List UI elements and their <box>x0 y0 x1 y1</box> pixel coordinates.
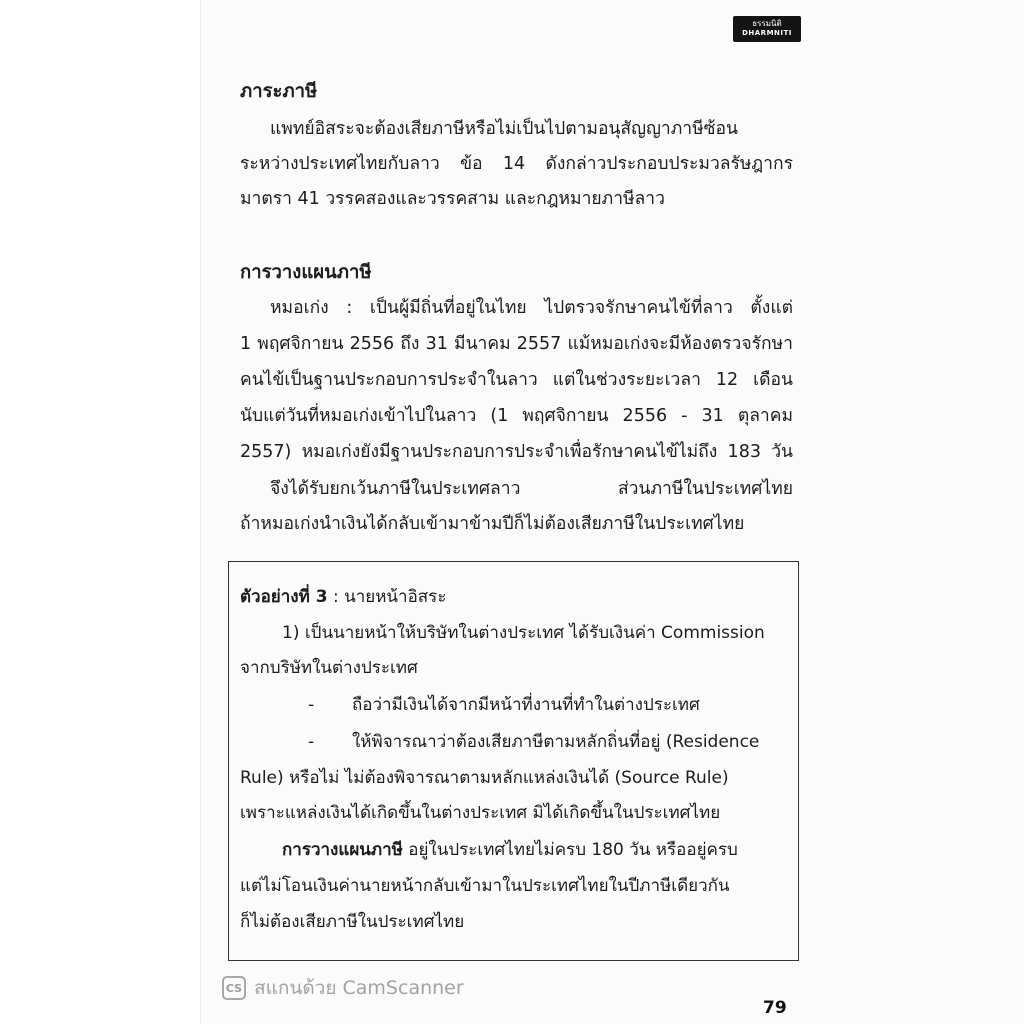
page-number: 79 <box>763 998 787 1018</box>
example-bullet-line: Rule) หรือไม่ ไม่ต้องพิจารณาตามหลักแหล่งเงินได้ (Source Rule) <box>240 768 729 788</box>
example-bullet: - ถือว่ามีเงินได้จากมีหน้าที่งานที่ทำในต่างประเทศ <box>308 695 700 715</box>
paragraph-line: จึงได้รับยกเว้นภาษีในประเทศลาว ส่วนภาษีในประเทศไทย <box>270 479 793 499</box>
paragraph-line: ระหว่างประเทศไทยกับลาว ข้อ 14 ดังกล่าวประกอบประมวลรัษฎากร <box>240 154 793 174</box>
paragraph-line: หมอเก่ง : เป็นผู้มีถิ่นที่อยู่ในไทย ไปตรวจรักษาคนไข้ที่ลาว ตั้งแต่ <box>270 298 793 318</box>
example-plan-line: การวางแผนภาษี อยู่ในประเทศไทยไม่ครบ 180 วัน หรืออยู่ครบ <box>282 840 738 860</box>
paragraph-line: 2557) หมอเก่งยังมีฐานประกอบการประจำเพื่อรักษาคนไข้ไม่ถึง 183 วัน <box>240 442 793 462</box>
dash-bullet-icon: - <box>308 695 315 715</box>
paragraph-line: มาตรา 41 วรรคสองและวรรคสาม และกฎหมายภาษีลาว <box>240 189 665 209</box>
example-bullet: - ให้พิจารณาว่าต้องเสียภาษีตามหลักถิ่นที่อยู่ (Residence <box>308 732 760 752</box>
example-title: ตัวอย่างที่ 3 : นายหน้าอิสระ <box>240 587 447 607</box>
camscanner-logo-icon: CS <box>222 976 246 1000</box>
example-plan-line: ก็ไม่ต้องเสียภาษีในประเทศไทย <box>240 912 465 932</box>
example-bullet-line: เพราะแหล่งเงินได้เกิดขึ้นในต่างประเทศ มิได้เกิดขึ้นในประเทศไทย <box>240 803 721 823</box>
paragraph-line: ถ้าหมอเก่งนำเงินได้กลับเข้ามาข้ามปีก็ไม่ต้องเสียภาษีในประเทศไทย <box>240 514 745 534</box>
section-heading-tax-planning: การวางแผนภาษี <box>240 262 372 283</box>
example-item-line: จากบริษัทในต่างประเทศ <box>240 658 418 678</box>
paragraph-line: นับแต่วันที่หมอเก่งเข้าไปในลาว (1 พฤศจิกายน 2556 - 31 ตุลาคม <box>240 406 793 426</box>
example-item-line: 1) เป็นนายหน้าให้บริษัทในต่างประเทศ ได้รับเงินค่า Commission <box>282 623 765 643</box>
camscanner-watermark: CS สแกนด้วย CamScanner <box>222 974 464 1002</box>
section-heading-tax-burden: ภาระภาษี <box>240 81 318 102</box>
paragraph-line: คนไข้เป็นฐานประกอบการประจำในลาว แต่ในช่วงระยะเวลา 12 เดือน <box>240 370 793 390</box>
dash-bullet-icon: - <box>308 732 315 752</box>
example-plan-line: แต่ไม่โอนเงินค่านายหน้ากลับเข้ามาในประเทศไทยในปีภาษีเดียวกัน <box>240 876 730 896</box>
paragraph-line: 1 พฤศจิกายน 2556 ถึง 31 มีนาคม 2557 แม้หมอเก่งจะมีห้องตรวจรักษา <box>240 334 793 354</box>
publisher-logo: ธรรมนิติ DHARMNITI <box>733 16 801 42</box>
paragraph-line: แพทย์อิสระจะต้องเสียภาษีหรือไม่เป็นไปตามอนุสัญญาภาษีซ้อน <box>270 119 739 139</box>
